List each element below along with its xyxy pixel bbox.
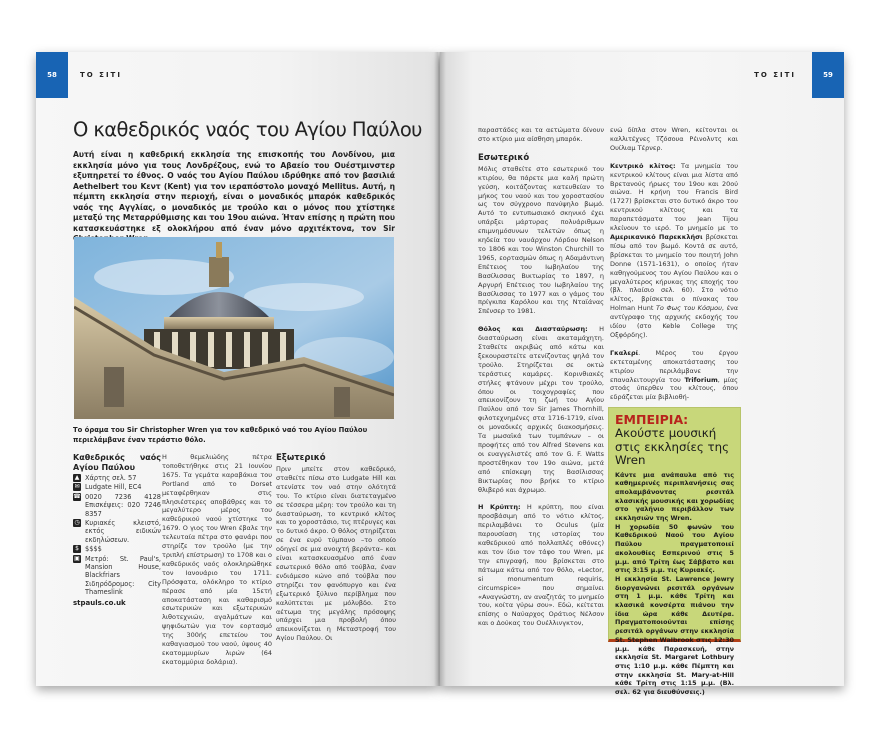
gallery-paragraph: Γκαλερί. Μέρος του έργου εκτεταμένης αποκατάστασης του κτιρίου περιλάμβανε την επαναλειτουργία του Triforium, μίας στοάς ύπερθεν του κλίτους, όπου εδράζεται μία βιβλιοθή- [610, 348, 738, 402]
interior-column [478, 126, 604, 637]
exterior-heading: Εξωτερικό [276, 453, 326, 463]
photo-caption: Το όραμα του Sir Christopher Wren για τον καθεδρικό ναό του Αγίου Παύλου περιελάμβανε έναν τεράστιο θόλο. [73, 426, 368, 444]
box-kicker: ΕΜΠΕΙΡΙΑ: [615, 412, 689, 427]
nave-paragraph: Κεντρικό κλίτος: Τα μνημεία του κεντρικού κλίτους είναι μια λίστα από Βρετανούς ήρωες του 19ου και 20ού αιώνα. Η κρήνη του Francis Bird (1727) βρίσκεται στο δυτικό άκρο του κεντρικού κλίτους και τα παραπετάσματα του Jean Tijou κλείνουν το ιερό. Το μνημείο με το Αμερικανικό Παρεκκλήσι βρίσκεται πίσω από τον βωμό. Κοντά σε αυτό, βρίσκεται το μνημείο του ποιητή John Donne (1571-1631), ο οποίος ήταν καθηγούμενος του Αγίου Παύλου και ο μεγαλύτερος κήρυκας της εποχής του (βλ. πλαίσιο σελ. 60). Στο νότιο κλίτος, βρίσκεται ο πίνακας του Holman Hunt Το Φως του Κόσμου, ένα αντίγραφο της αρχικής εκδοχής του ιδίου (στο Keble College της Οξφόρδης). [610, 161, 739, 339]
page-number-tab: 58 [36, 52, 68, 98]
info-row-phone: ☎ 0020 7236 4128 Επισκέψεις: 020 7246 8357 [73, 492, 161, 518]
right-page [440, 52, 844, 697]
interior-heading: Εσωτερικό [478, 152, 530, 163]
box-text: Κάντε μια ανάπαυλα από τις καθημερινές περιπλανήσεις σας απολαμβάνοντας ρεσιτάλ κλασικής μουσικής και χορωδίας στο γαλήνιο περιβάλλον των εκκλησιών της Wren. Η χορωδία 50 φωνών του Καθεδρικού Ναού του Αγίου Παύλου πραγματοποιεί ακολουθίες Εσπερινού στις 5 μ.μ. από Τρίτη έως Σάββατο και στις 3:15 μ.μ. τις Κυριακές. Η εκκλησία St. Lawrence Jewry διοργανώνει ρεσιτάλ οργάνων στη 1 μ.μ. κάθε Τρίτη και κλασικά κονσέρτα πιάνου την ίδια ώρα κάθε Δευτέρα. Πραγματοποιούνται επίσης ρεσιτάλ οργάνων στην εκκλησία St. Stephen Walbrook στις 12:30 μ.μ. κάθε Παρασκευή, στην εκκλησία St. Margaret Lothbury στις 1:10 μ.μ. κάθε Πέμπτη και στην εκκλησία St. Mary-at-Hill κάθε Τρίτη στις 1:15 μ.μ. (Βλ. σελ. 62 για διευθύνσεις.) [615, 470, 734, 697]
map-icon: ▲ [74, 474, 80, 481]
phone-icon: ☎ [73, 492, 81, 500]
cathedral-photo [74, 237, 394, 419]
intro-paragraph: Αυτή είναι η καθεδρική εκκλησία της επισκοπής του Λονδίνου, μια εκκλησία μόνο για τους Λονδρέζους, ενώ το Αβαείο του Ουέστμινστερ εξυπηρετεί το έθνος. Ο ναός του Αγίου Παύλου ιδρύθηκε από τον βασιλιά Aethelbert του Κεντ (Kent) για τον ιεραπόστολο μοναχό Mellitus. Αυτή, η πέμπτη εκκλησία στην περιοχή, είναι ο μοναδικός μπαρόκ καθεδρικός ναός της Αγγλίας, ο μοναδικός με τρούλο και ο μόνος που χτίστηκε μεταξύ της Μεταρρύθμισης και του 19ου αιώνα. Ήταν επίσης η πρώτη που κατασκευάστηκε εξ ολοκλήρου από έναν μόνο αρχιτέκτονα, τον Sir [73, 150, 395, 233]
continuation-text: ενώ δίπλα στον Wren, κείτονται οι καλλιτέχνες Τζόσουα Ρέινολντς και Ουίλιαμ Τέρνερ. [610, 126, 738, 152]
interior-paragraph: Μόλις σταθείτε στο εσωτερικό του κτιρίου, θα πάρετε μια καλή πρώτη γεύση, κοιτάζοντας κατευθείαν το μήκος του ναού και του χοροστασίου ως τον σύγχρονο πανύψηλο βωμό. Αυτό το εντυπωσιακό σκηνικό έχει υπάρξει μάρτυρας πολυάριθμων επιμνημόσυνων τελετών όπως η κηδεία του ναυάρχου Λόρδου Nelson το 1806 και του Winston Churchill το 1965, εορτασμών όπως η Αδαμάντινη Επέτειος του Ιωβηλαίου της Βασίλισσας Βικτωρίας το 1897, η Αργυρή Επέτειος του Ιωβηλαίου της Βασίλισσας το 1977 και ο γάμος του πρίγκιπα Καρόλου και της Νταϊάνας Σπένσερ το 1981. [478, 164, 604, 316]
exterior-text: Πριν μπείτε στον καθεδρικό, σταθείτε πίσω στο Ludgate Hill και ατενίστε τον ναό στην ολότητά του. Το κτίριο είναι διατεταγμένο σε τέσσερα μέρη: τον τρούλο και τη διασταύρωση, το κεντρικό κλίτος και το χοροστάσιο, τις πτέρυγες και το δυτικό άκρο. Ο θόλος στηρίζεται σε ένα ευρύ τύμπανο –το οποίο οδηγεί σε μια ανοιχτή βεράντα– και είναι κατασκευασμένο από έναν εσωτερικό θόλο από τούβλα, έναν ενδιάμεσο κώνο από τούβλα που στηρίζει τον φανόπυργο και ένα εξωτερικό ξύλινο περίβλημα που καλύπτεται με μόλυβδο. Στο αέτωμα της μεγάλης πρόσοψης υπάρχει μια προβολή όπου απεικονίζεται η Μεταστροφή του Αγίου Παύλου. Οι [276, 465, 396, 643]
website-link[interactable]: stpauls.co.uk [73, 598, 126, 607]
info-row-price: $ $$$$ [73, 545, 161, 553]
st-pauls-dome-image [74, 237, 394, 419]
info-row-map: ▲ Χάρτης σελ. 57 [74, 474, 137, 482]
dome-paragraph: Θόλος και Διασταύρωση: Η διασταύρωση είναι ακαταμάχητη. Σταθείτε ακριβώς από κάτω και ξεκουραστείτε ατενίζοντας ψηλά τον τρούλο. Στηρίζεται σε οκτώ τεράστιες καμάρες. Κορινθιακές στήλες φτάνουν μέχρι τον τρούλο, όπου οι τοιχογραφίες που απεικονίζουν τη ζωή του Αγίου Παύλου από τον Sir James Thornhill, φιλοτεχνημένες στα 1716-1719, είναι οι μοναδικές αρχικές διακοσμήσεις. Τα μωσαϊκά των τυμπάνων – οι προφήτες από τον Alfred Stevens και οι ευαγγελιστές από τον G. F. Watts προστέθηκαν τον 19ο αιώνα, μετά από επίσκεψη της Βασίλισσας Βικτωρίας που βρήκε το κτίριο θλιβερό και άχρωμο. [478, 325, 604, 494]
page-number-tab: 59 [812, 52, 844, 98]
left-page [36, 52, 438, 686]
info-row-hours: ◷ Κυριακές κλειστό, εκτός ειδικών εκδηλώσεων. [74, 519, 161, 544]
continuation-text: παραστάδες και τα αετώματα δίνουν στο κτίριο μια αίσθηση μπαρόκ. [478, 126, 604, 143]
section-label: ΤΟ ΣΙΤΙ [80, 71, 122, 79]
info-row-address: ✉ Ludgate Hill, EC4 [74, 483, 142, 492]
transport-icon: ▣ [74, 554, 80, 562]
address-icon: ✉ [74, 483, 80, 491]
info-row-transport: ▣ Μετρό: St. Paul's, Mansion House, Blackfriars Σιδηρόδρομος: City Thameslink [74, 554, 161, 597]
exterior-column [276, 453, 396, 643]
box-heading: Ακούστε μουσική στις εκκλησίες της Wren [615, 426, 730, 467]
price-icon: $ [73, 545, 81, 553]
info-heading: Καθεδρικός ναός Αγίου Παύλου [73, 453, 161, 472]
history-column: Η θεμελιώδης πέτρα τοποθετήθηκε στις 21 Ιουνίου 1675. Τα γεμάτα καραβάκια του Portland από το Dorset μεταφέρθηκαν στις πλησιέστερες αποβάθρες και το μεγαλύτερο μέρος του καθεδρικού ναού χτίστηκε το 1679. Ο γιος του Wren έβαλε την τελευταία πέτρα στο φανάρι που στηρίζε τον τρούλο (με την τριπλή επίστρωση) το 1708 και ο καθεδρικός ναός ολοκληρώθηκε τον Ιανουάριο του 1711. Πρόσφατα, ολόκληρο το κτίριο πέρασε από μία 15ετή αποκατάσταση και καθαρισμό εσωτερικών και εξωτερικών λιθοτεχνιών, αγαλμάτων και ψηφιδωτών για τον εορτασμό της 300ής επετείου του καθαγιασμού του ναού, ύψους 40 εκατομμυρίων λιρών (64 εκατομμύρια δολάρια). [162, 453, 272, 666]
section-label: ΤΟ ΣΙΤΙ [754, 71, 796, 79]
clock-icon: ◷ [74, 519, 80, 527]
book-gutter [434, 52, 446, 686]
nave-column [610, 126, 738, 411]
practical-info [73, 453, 161, 608]
article-title: Ο καθεδρικός ναός του Αγίου Παύλου [73, 118, 422, 141]
experience-box [608, 407, 741, 697]
crypt-paragraph: Η Κρύπτη: Η κρύπτη, που είναι προσβάσιμη από το νότιο κλίτος, περιλαμβάνει το Oculus (μία παρουσίαση της ιστορίας του καθεδρικού από πολλαπλές οθόνες) και τον ίδιο τον τάφο του Wren, με την επιγραφή, που βρίσκεται στο πάτωμα κάτω από τον θόλο, «Lector, si monumentum requiris, circumspice» που σημαίνει «Αναγνώστη, αν αναζητάς το μνημείο του, κοίτα γύρω σου». Εδώ, κείτεται επίσης ο Ναύαρχος Οράτιος Νέλσον και ο Δούκας του Ουέλλινγκτον, [478, 503, 604, 628]
